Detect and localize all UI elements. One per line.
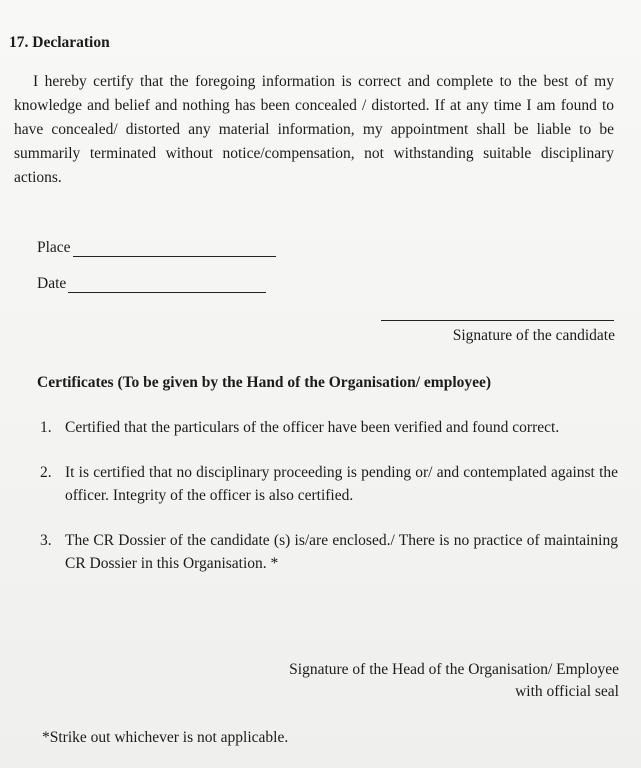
certificates-heading: Certificates (To be given by the Hand of the Organisation/ employee) — [37, 374, 492, 391]
footnote: *Strike out whichever is not applicable. — [42, 729, 289, 746]
certificate-text: It is certified that no disciplinary proceeding is pending or/ and contemplated against the officer. Integrity of the officer is also certified. — [65, 464, 618, 504]
head-signature-label: Signature of the Head of the Organisation/ Employee — [289, 661, 619, 678]
place-field — [37, 239, 276, 257]
date-field — [37, 275, 266, 293]
candidate-signature-line — [381, 320, 614, 321]
official-seal-label: with official seal — [515, 683, 619, 700]
section-heading: 17. Declaration — [9, 34, 110, 51]
date-label: Date — [37, 275, 67, 292]
place-blank-line — [73, 242, 276, 257]
declaration-text: I hereby certify that the foregoing information is correct and complete to the best of my knowledge and belief and nothing has been concealed / distorted. If at any time I am found to have concealed/ distorted any material information, my appointment shall be liable to be summarily terminated without notice/compensation, not withstanding suitable disciplinary actions. — [14, 73, 614, 186]
certificate-item — [40, 461, 618, 507]
certificate-number: 1. — [40, 419, 52, 436]
place-label: Place — [37, 239, 71, 256]
certificate-item — [40, 529, 618, 575]
certificate-text: The CR Dossier of the candidate (s) is/are enclosed./ There is no practice of maintaining CR Dossier in this Organisation. * — [65, 532, 618, 572]
date-blank-line — [68, 278, 266, 293]
candidate-signature-label: Signature of the candidate — [452, 327, 615, 344]
certificate-item — [40, 416, 618, 439]
certificate-number: 3. — [40, 532, 52, 549]
certificate-number: 2. — [40, 464, 52, 481]
head-signature-block — [289, 659, 619, 703]
certificate-text: Certified that the particulars of the officer have been verified and found correct. — [65, 419, 560, 436]
